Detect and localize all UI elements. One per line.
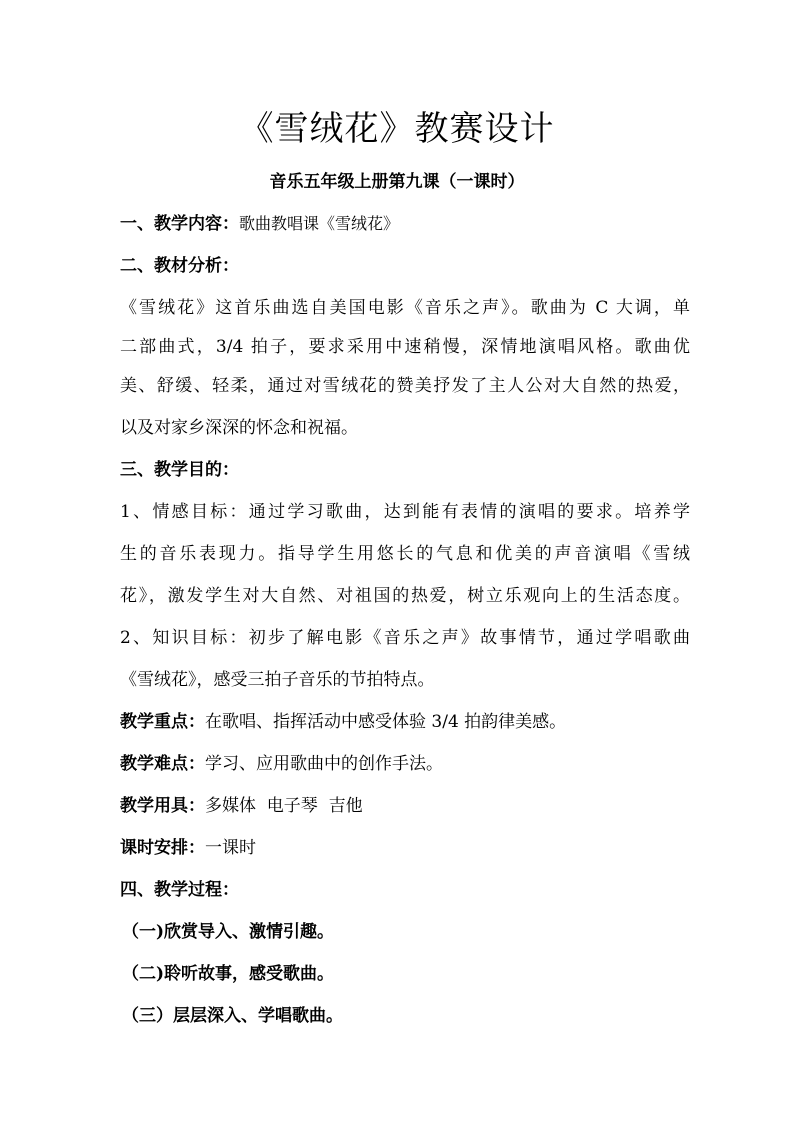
key-point-label: 教学重点： [120, 712, 205, 732]
schedule-text: 一课时 [205, 838, 256, 858]
section-text: 歌曲教唱课《雪绒花》 [239, 214, 400, 233]
analysis-paragraph-line: 以及对家乡深深的怀念和祝福。 [120, 418, 358, 438]
document-subtitle: 音乐五年级上册第九课（一课时） [269, 172, 525, 192]
tools-row [120, 792, 690, 820]
analysis-paragraph-line: 美、舒缓、轻柔，通过对雪绒花的赞美抒发了主人公对大自然的热爱， [120, 376, 690, 396]
schedule-row [120, 834, 690, 862]
analysis-paragraph-line: 二部曲式，3/4 拍子，要求采用中速稍慢，深情地演唱风格。歌曲优 [120, 337, 690, 357]
section-heading: 一、教学内容： [120, 214, 239, 234]
difficulty-label: 教学难点： [120, 754, 205, 774]
objective-knowledge-line: 《雪绒花》，感受三拍子音乐的节拍特点。 [120, 670, 435, 690]
process-step: （一)欣赏导入、激情引趣。 [122, 922, 335, 942]
objective-emotion-line: 花》，激发学生对大自然、对祖国的热爱，树立乐观向上的生活态度。 [120, 586, 690, 606]
process-step: （三）层层深入、学唱歌曲。 [122, 1006, 343, 1026]
section-heading-objectives: 三、教学目的： [120, 460, 239, 480]
document-title: 《雪绒花》教赛设计 [239, 109, 555, 149]
difficulty-text: 学习、应用歌曲中的创作手法。 [205, 754, 443, 774]
process-step: （二)聆听故事，感受歌曲。 [122, 964, 335, 984]
schedule-label: 课时安排： [120, 838, 205, 858]
objective-emotion-line: 生的音乐表现力。指导学生用悠长的气息和优美的声音演唱《雪绒 [120, 544, 690, 564]
section-teaching-content [120, 210, 690, 238]
tools-label: 教学用具： [120, 796, 205, 816]
tools-text: 多媒体 电子琴 吉他 [205, 796, 363, 816]
key-point-text: 在歌唱、指挥活动中感受体验 3/4 拍韵律美感。 [205, 712, 567, 732]
difficulty-row [120, 750, 690, 778]
objective-knowledge-line: 2、知识目标：初步了解电影《音乐之声》故事情节，通过学唱歌曲 [120, 628, 690, 648]
objective-emotion-line: 1、情感目标：通过学习歌曲，达到能有表情的演唱的要求。培养学 [120, 502, 690, 522]
analysis-paragraph-line: 《雪绒花》这首乐曲选自美国电影《音乐之声》。歌曲为 C 大调，单 [120, 298, 690, 318]
key-point-row [120, 708, 690, 736]
section-heading-analysis: 二、教材分析： [120, 256, 239, 276]
section-heading-process: 四、教学过程： [120, 880, 239, 900]
